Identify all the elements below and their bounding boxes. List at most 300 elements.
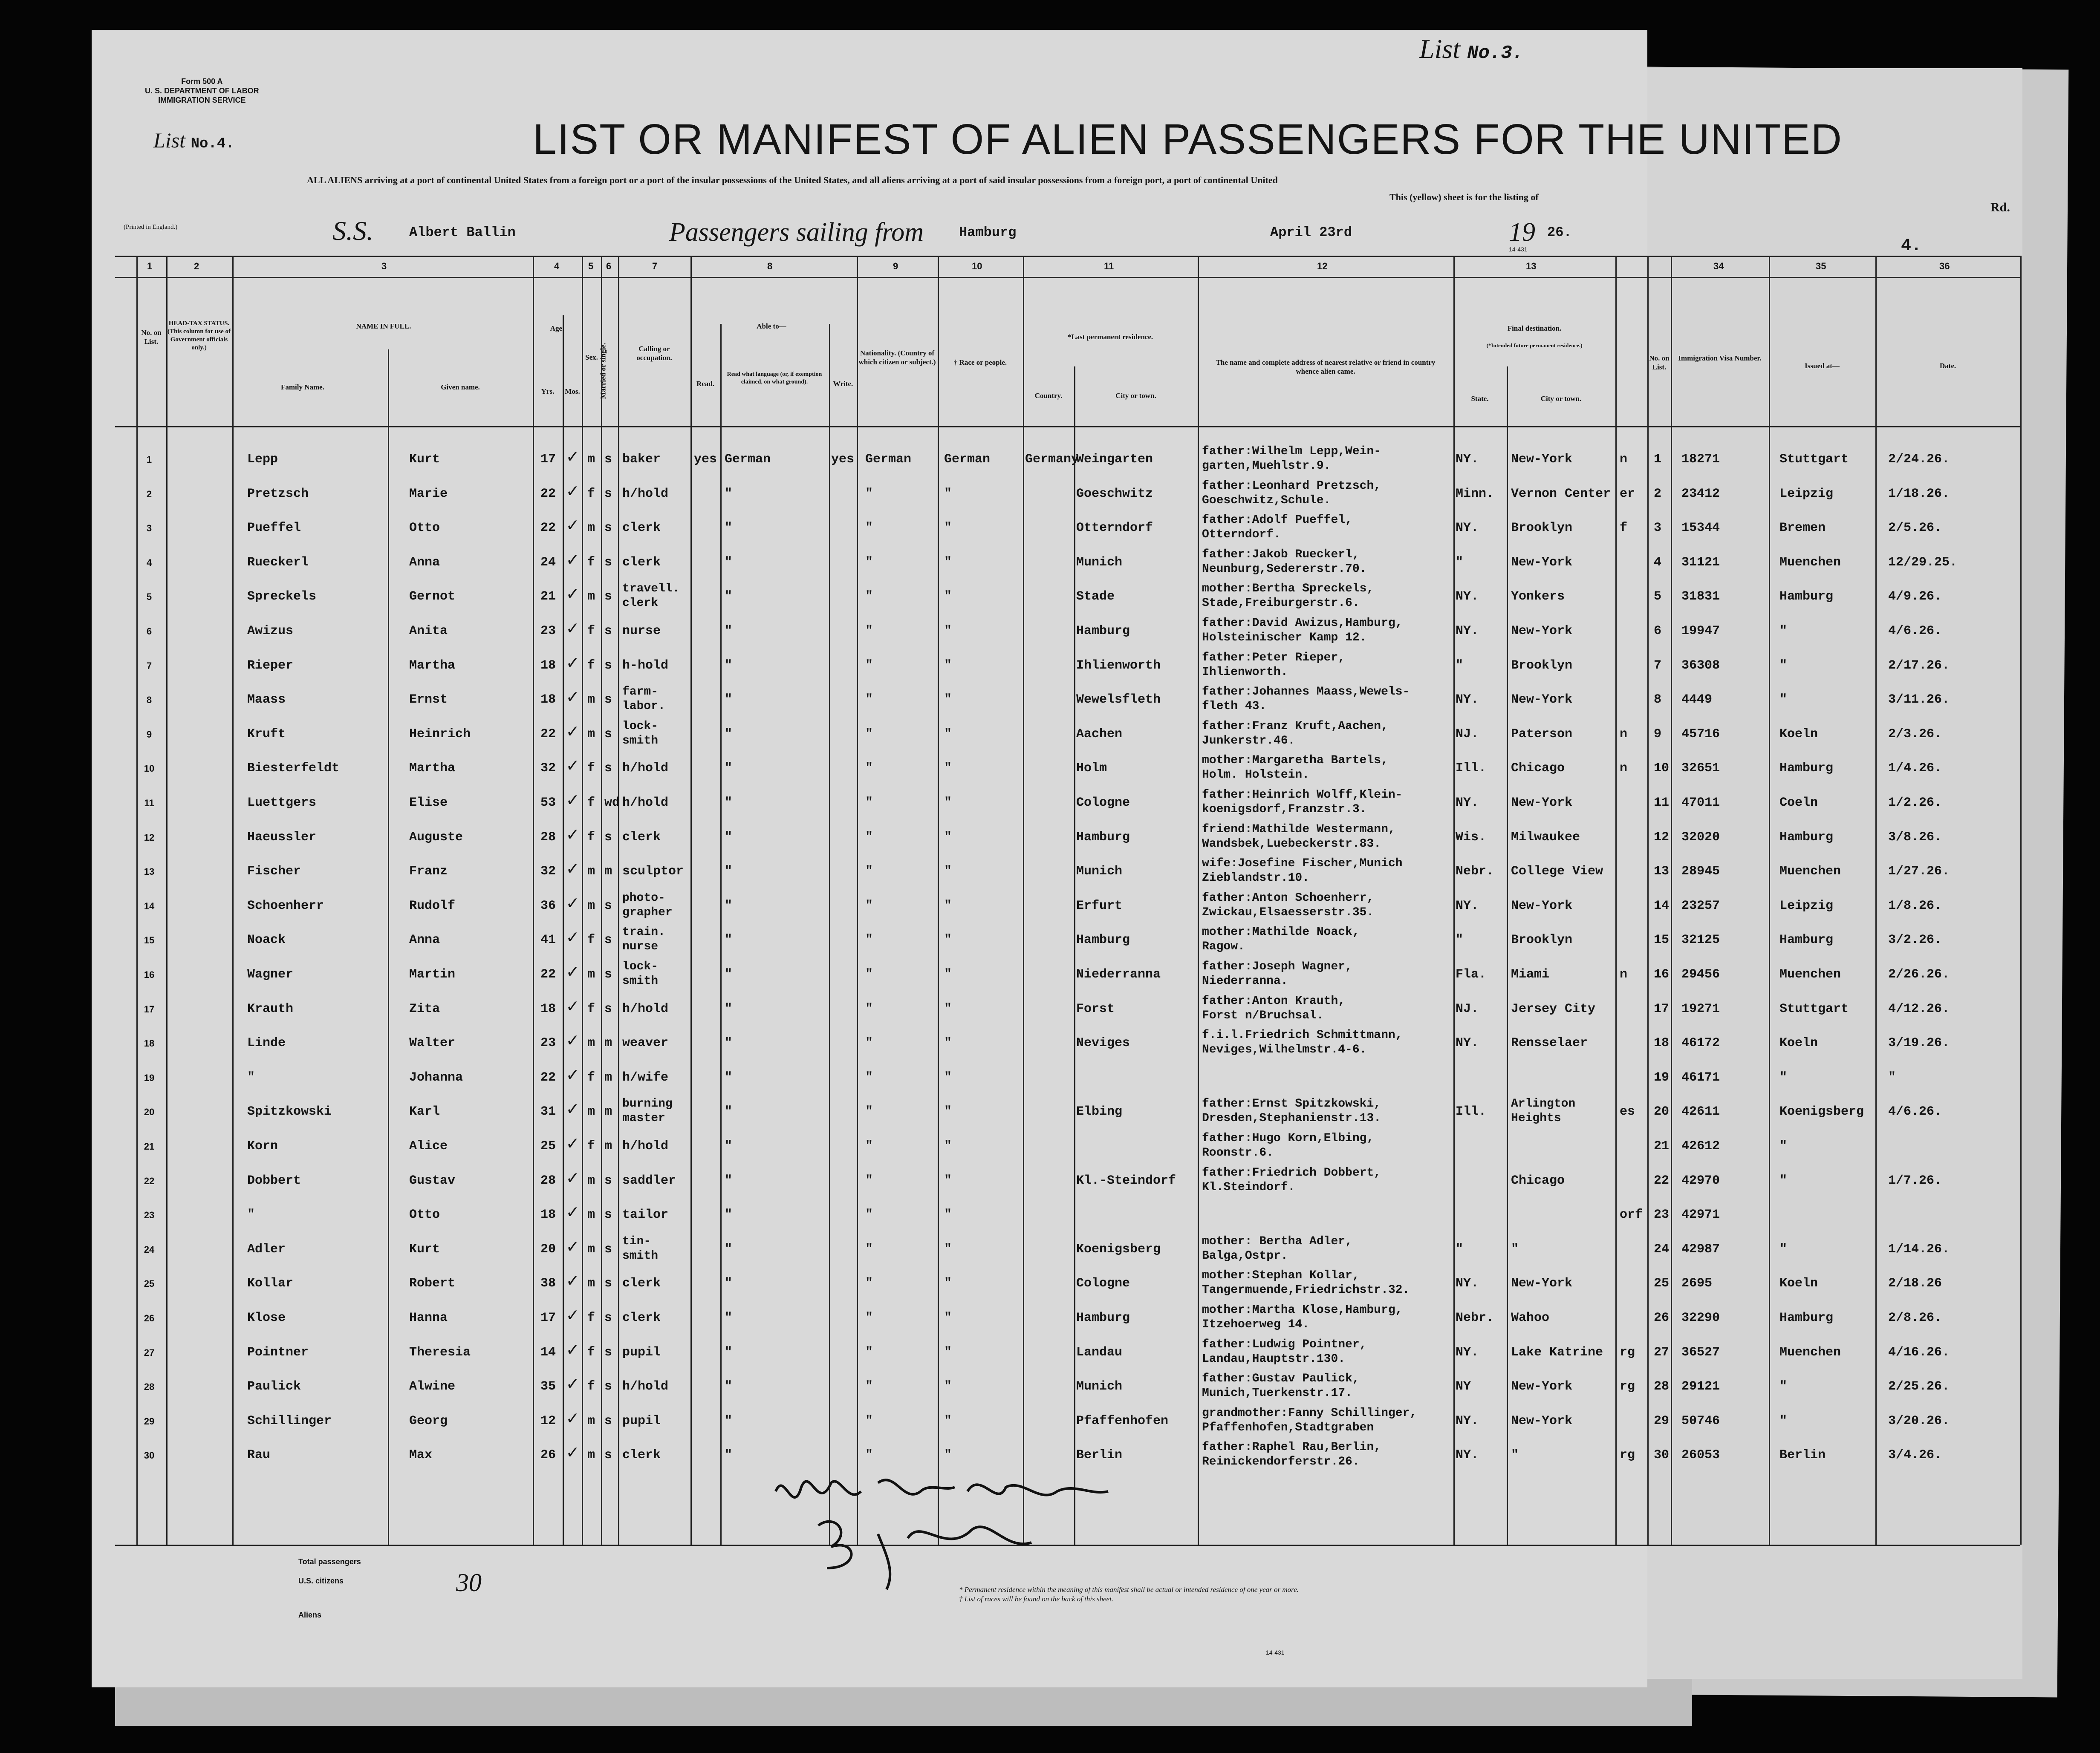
- cell-relative: father:Heinrich Wolff,Klein-: [1202, 788, 1403, 802]
- footer-aliens: Aliens: [298, 1611, 322, 1619]
- cell-state: NY.: [1456, 796, 1479, 810]
- cell-nat: ": [865, 1242, 873, 1257]
- cell-visa: 19271: [1681, 1002, 1720, 1016]
- cell-race: ": [944, 1276, 952, 1291]
- cell-visa: 19947: [1681, 624, 1720, 638]
- cell-visa: 29121: [1681, 1379, 1720, 1394]
- cell-no2: 8: [1654, 692, 1662, 707]
- cell-family: Maass: [247, 692, 286, 707]
- year-prefix: 19: [1509, 218, 1535, 247]
- cell-ms: s: [604, 830, 612, 845]
- cell-no2: 2: [1654, 487, 1662, 501]
- cell-race: ": [944, 1208, 952, 1222]
- cell-no2: 26: [1654, 1311, 1670, 1325]
- cell-date: 1/14.26.: [1888, 1242, 1950, 1257]
- grid-line: [829, 324, 830, 1545]
- cell-race: ": [944, 1173, 952, 1188]
- row-number: 10: [144, 763, 155, 774]
- cell-given: Johanna: [409, 1070, 463, 1085]
- cell-race: ": [944, 1414, 952, 1428]
- cell-city: Chicago: [1511, 761, 1565, 776]
- cell-date: 1/8.26.: [1888, 899, 1942, 913]
- cell-family: Rieper: [247, 658, 294, 673]
- cell-town: Weingarten: [1076, 452, 1153, 467]
- cell-relative-address: Ihlienworth.: [1202, 666, 1288, 679]
- cell-city: New-York: [1511, 1379, 1573, 1394]
- cell-nat: ": [865, 589, 873, 604]
- cell-date: 3/2.26.: [1888, 933, 1942, 947]
- cell-ms: s: [604, 624, 612, 638]
- row-number: 21: [144, 1141, 155, 1152]
- cell-state: Ill.: [1456, 1104, 1487, 1119]
- grid-line: [938, 256, 939, 1545]
- cell-no2: 21: [1654, 1139, 1670, 1153]
- header-read: Read.: [696, 380, 715, 388]
- cell-calling: h/hold: [622, 796, 669, 810]
- cell-ms: wd: [604, 796, 620, 810]
- cell-family: Rueckerl: [247, 555, 309, 570]
- cell-state: NY.: [1456, 899, 1479, 913]
- cell-relative: mother:Bertha Spreckels,: [1202, 582, 1374, 595]
- checkmark-icon: ✓: [567, 1374, 578, 1395]
- cell-sex: f: [587, 487, 595, 501]
- cell-sex: f: [587, 1002, 595, 1016]
- cell-calling: clerk: [622, 1448, 661, 1462]
- cell-nat: ": [865, 727, 873, 741]
- cell-calling: h/hold: [622, 1139, 669, 1153]
- cell-sex: m: [587, 692, 595, 707]
- cell-issued: Hamburg: [1779, 589, 1834, 604]
- cell-city: Brooklyn: [1511, 658, 1573, 673]
- cell-sex: m: [587, 1036, 595, 1050]
- cell-issued: Coeln: [1779, 796, 1818, 810]
- cell-city: New-York: [1511, 1276, 1573, 1291]
- grid-line: [1875, 256, 1877, 1545]
- checkmark-icon: ✓: [567, 928, 578, 949]
- cell-visa: 46172: [1681, 1036, 1720, 1050]
- cell-state: Minn.: [1456, 487, 1494, 501]
- edge-mark: orf: [1620, 1208, 1643, 1222]
- cell-yrs: 31: [540, 1104, 556, 1119]
- grid-line: [563, 315, 564, 1545]
- cell-race: ": [944, 1002, 952, 1016]
- cell-family: Rau: [247, 1448, 271, 1462]
- cell-date: 4/12.26.: [1888, 1002, 1950, 1016]
- cell-race: ": [944, 692, 952, 707]
- cell-calling: clerk: [622, 521, 661, 535]
- cell-race: ": [944, 624, 952, 638]
- cell-nat: ": [865, 761, 873, 776]
- cell-relative-address: Zwickau,Elsaesserstr.35.: [1202, 906, 1374, 919]
- cell-calling: clerk: [622, 830, 661, 845]
- cell-town: Niederranna: [1076, 967, 1161, 982]
- cell-issued: Muenchen: [1779, 967, 1841, 982]
- cell-relative: father:Jakob Rueckerl,: [1202, 548, 1360, 561]
- row-number: 18: [144, 1038, 155, 1049]
- cell-visa: 2695: [1681, 1276, 1713, 1291]
- cell-calling: lock-: [622, 720, 659, 733]
- ss-label: S.S.: [332, 216, 373, 246]
- col-number: 36: [1939, 261, 1950, 271]
- cell-lang: ": [725, 1036, 733, 1050]
- cell-ms: s: [604, 521, 612, 535]
- cell-calling-2: master: [622, 1112, 665, 1125]
- cell-nat: ": [865, 658, 873, 673]
- ship-name: Albert Ballin: [409, 225, 516, 240]
- cell-no2: 3: [1654, 521, 1662, 535]
- grid-line: [582, 256, 583, 1545]
- cell-city: Milwaukee: [1511, 830, 1580, 845]
- grid-line: [601, 256, 602, 1545]
- cell-relative: father:Johannes Maass,Wewels-: [1202, 685, 1410, 698]
- cell-visa: 42971: [1681, 1208, 1720, 1222]
- cell-calling: sculptor: [622, 864, 684, 879]
- header-form-code: 14-431: [1509, 246, 1528, 253]
- cell-given: Martin: [409, 967, 456, 982]
- cell-yrs: 25: [540, 1139, 556, 1153]
- cell-given: Anna: [409, 555, 440, 570]
- cell-lang: ": [725, 1173, 733, 1188]
- cell-sex: m: [587, 1414, 595, 1428]
- cell-relative: friend:Mathilde Westermann,: [1202, 823, 1395, 836]
- checkmark-icon: ✓: [567, 481, 578, 503]
- cell-race: ": [944, 658, 952, 673]
- cell-ms: s: [604, 1002, 612, 1016]
- row-number: 6: [146, 626, 152, 637]
- header-race: † Race or people.: [953, 358, 1007, 366]
- cell-given: Anita: [409, 624, 448, 638]
- cell-nat: ": [865, 521, 873, 535]
- total-count: 30: [456, 1568, 482, 1597]
- cell-sex: f: [587, 933, 595, 947]
- grid-line: [232, 256, 234, 1545]
- cell-date: 2/24.26.: [1888, 452, 1950, 467]
- cell-given: Auguste: [409, 830, 463, 845]
- cell-lang: ": [725, 727, 733, 741]
- row-number: 29: [144, 1416, 155, 1427]
- cell-date: 4/6.26.: [1888, 1104, 1942, 1119]
- cell-sex: m: [587, 899, 595, 913]
- cell-state: NY: [1456, 1379, 1471, 1394]
- form-number: Form 500 A U. S. DEPARTMENT OF LABOR IMMIGRATION SERVICE: [145, 77, 259, 104]
- cell-city: New-York: [1511, 796, 1573, 810]
- cell-lang: ": [725, 796, 733, 810]
- cell-ms: s: [604, 487, 612, 501]
- cell-calling-2: grapher: [622, 906, 673, 919]
- cell-nat: ": [865, 1036, 873, 1050]
- cell-lang: ": [725, 1379, 733, 1394]
- cell-visa: 23412: [1681, 487, 1720, 501]
- cell-issued: Stuttgart: [1779, 1002, 1849, 1016]
- cell-city: Jersey City: [1511, 1002, 1596, 1016]
- sailing-label: Passengers sailing from: [669, 218, 924, 247]
- cell-state: NY.: [1456, 1345, 1479, 1360]
- cell-given: Zita: [409, 1002, 440, 1016]
- cell-issued: ": [1779, 1379, 1788, 1394]
- cell-date: ": [1888, 1070, 1896, 1085]
- cell-given: Gernot: [409, 589, 456, 604]
- cell-lang: ": [725, 933, 733, 947]
- cell-yrs: 32: [540, 864, 556, 879]
- cell-family: Spreckels: [247, 589, 317, 604]
- page-title: LIST OR MANIFEST OF ALIEN PASSENGERS FOR THE UNITED: [533, 115, 1843, 163]
- cell-calling: travell.: [622, 582, 680, 595]
- cell-yrs: 53: [540, 796, 556, 810]
- header-name-in-full: NAME IN FULL.: [356, 322, 411, 330]
- cell-issued: Muenchen: [1779, 1345, 1841, 1360]
- cell-lang: ": [725, 1345, 733, 1360]
- cell-issued: Hamburg: [1779, 830, 1834, 845]
- cell-visa: 31831: [1681, 589, 1720, 604]
- cell-no2: 1: [1654, 452, 1662, 467]
- cell-given: Otto: [409, 521, 440, 535]
- cell-race: ": [944, 1139, 952, 1153]
- cell-lang: ": [725, 1070, 733, 1085]
- cell-yrs: 22: [540, 727, 556, 741]
- rd-label: Rd.: [1990, 200, 2010, 214]
- cell-country: Germany: [1025, 452, 1079, 467]
- checkmark-icon: ✓: [567, 1134, 578, 1155]
- cell-visa: 42611: [1681, 1104, 1720, 1119]
- cell-race: ": [944, 1036, 952, 1050]
- cell-given: Alwine: [409, 1379, 456, 1394]
- checkmark-icon: ✓: [567, 756, 578, 777]
- cell-state: NY.: [1456, 624, 1479, 638]
- cell-relative: mother: Bertha Adler,: [1202, 1235, 1352, 1248]
- row-number: 26: [144, 1313, 155, 1323]
- cell-issued: Koenigsberg: [1779, 1104, 1864, 1119]
- cell-sex: m: [587, 864, 595, 879]
- cell-issued: ": [1779, 624, 1788, 638]
- cell-relative-address: Junkerstr.46.: [1202, 734, 1295, 747]
- cell-lang: ": [725, 1002, 733, 1016]
- col-number: 9: [893, 261, 898, 271]
- cell-state: NY.: [1456, 1448, 1479, 1462]
- cell-relative: father:David Awizus,Hamburg,: [1202, 617, 1403, 630]
- header-country: Country.: [1034, 392, 1063, 400]
- footer-total: Total passengers: [298, 1557, 361, 1566]
- cell-town: Landau: [1076, 1345, 1123, 1360]
- checkmark-icon: ✓: [567, 1031, 578, 1052]
- cell-relative-address: fleth 43.: [1202, 700, 1267, 713]
- cell-given: Kurt: [409, 1242, 440, 1257]
- cell-town: Munich: [1076, 864, 1123, 879]
- cell-ms: m: [604, 864, 612, 879]
- cell-calling-2: smith: [622, 734, 659, 747]
- cell-relative: father:Wilhelm Lepp,Wein-: [1202, 445, 1381, 458]
- cell-sex: m: [587, 1104, 595, 1119]
- cell-calling: train.: [622, 926, 665, 939]
- cell-lang: ": [725, 589, 733, 604]
- cell-no2: 12: [1654, 830, 1670, 845]
- cell-state: ": [1456, 1242, 1464, 1257]
- cell-ms: m: [604, 1070, 612, 1085]
- cell-sex: m: [587, 1276, 595, 1291]
- row-number: 23: [144, 1210, 155, 1220]
- checkmark-icon: ✓: [567, 619, 578, 640]
- cell-race: ": [944, 830, 952, 845]
- cell-family: Adler: [247, 1242, 286, 1257]
- cell-given: Martha: [409, 658, 456, 673]
- cell-nat: ": [865, 692, 873, 707]
- checkmark-icon: ✓: [567, 550, 578, 571]
- cell-city: College View: [1511, 864, 1603, 879]
- edge-mark: n: [1620, 727, 1628, 741]
- cell-calling-2: nurse: [622, 940, 659, 953]
- cell-city: Chicago: [1511, 1173, 1565, 1188]
- cell-given: Franz: [409, 864, 448, 879]
- cell-relative: grandmother:Fanny Schillinger,: [1202, 1407, 1417, 1420]
- checkmark-icon: ✓: [567, 790, 578, 812]
- row-number: 28: [144, 1381, 155, 1392]
- cell-issued: Stuttgart: [1779, 452, 1849, 467]
- cell-lang: ": [725, 1242, 733, 1257]
- cell-family: Haeussler: [247, 830, 317, 845]
- cell-city-2: Heights: [1511, 1112, 1561, 1125]
- row-number: 27: [144, 1347, 155, 1358]
- cell-family: Kruft: [247, 727, 286, 741]
- cell-city: Arlington: [1511, 1097, 1576, 1110]
- cell-state: NY.: [1456, 1036, 1479, 1050]
- cell-family: Pointner: [247, 1345, 309, 1360]
- cell-given: Ernst: [409, 692, 448, 707]
- grid-line: [720, 324, 722, 1545]
- cell-sex: f: [587, 830, 595, 845]
- cell-calling: farm-: [622, 685, 659, 698]
- checkmark-icon: ✓: [567, 687, 578, 709]
- checkmark-icon: ✓: [567, 653, 578, 675]
- cell-town: Koenigsberg: [1076, 1242, 1161, 1257]
- cell-race: ": [944, 796, 952, 810]
- cell-state: NY.: [1456, 692, 1479, 707]
- cell-given: Otto: [409, 1208, 440, 1222]
- cell-relative-address: Wandsbek,Luebeckerstr.83.: [1202, 837, 1381, 851]
- list-number-top: List No.3.: [1419, 34, 1524, 64]
- cell-relative: father:Joseph Wagner,: [1202, 960, 1352, 973]
- cell-relative-address: Holm. Holstein.: [1202, 768, 1310, 781]
- cell-relative-address: Balga,Ostpr.: [1202, 1249, 1288, 1263]
- cell-no2: 19: [1654, 1070, 1670, 1085]
- cell-date: 2/17.26.: [1888, 658, 1950, 673]
- cell-family: Lepp: [247, 452, 278, 467]
- cell-lang: ": [725, 1104, 733, 1119]
- cell-calling: h/hold: [622, 1002, 669, 1016]
- cell-nat: ": [865, 1448, 873, 1462]
- cell-given: Gustav: [409, 1173, 456, 1188]
- cell-sex: f: [587, 1379, 595, 1394]
- row-number: 3: [146, 523, 152, 533]
- cell-city: Brooklyn: [1511, 521, 1573, 535]
- cell-calling: lock-: [622, 960, 659, 973]
- page-mark: 4.: [1901, 236, 1922, 256]
- cell-relative: father:Peter Rieper,: [1202, 651, 1346, 664]
- checkmark-icon: ✓: [567, 516, 578, 537]
- year-suffix: 26.: [1547, 225, 1572, 240]
- cell-lang: ": [725, 658, 733, 673]
- cell-relative-address: Stade,Freiburgerstr.6.: [1202, 597, 1360, 610]
- cell-state: ": [1456, 658, 1464, 673]
- cell-town: Aachen: [1076, 727, 1123, 741]
- cell-nat: ": [865, 1311, 873, 1325]
- row-number: 4: [146, 557, 152, 568]
- cell-ms: s: [604, 1208, 612, 1222]
- header-given-name: Given name.: [441, 383, 480, 391]
- cell-nat: ": [865, 487, 873, 501]
- cell-race: ": [944, 933, 952, 947]
- cell-ms: s: [604, 761, 612, 776]
- cell-date: 2/5.26.: [1888, 521, 1942, 535]
- checkmark-icon: ✓: [567, 584, 578, 605]
- cell-calling: h/hold: [622, 761, 669, 776]
- cell-calling: h/hold: [622, 1379, 669, 1394]
- edge-mark: er: [1620, 487, 1635, 501]
- header-intended: (*Intended future permanent residence.): [1486, 342, 1583, 349]
- cell-date: 12/29.25.: [1888, 555, 1958, 570]
- cell-town: Elbing: [1076, 1104, 1123, 1119]
- cell-family: Noack: [247, 933, 286, 947]
- sailing-date: April 23rd: [1270, 225, 1352, 240]
- edge-mark: f: [1620, 521, 1628, 535]
- cell-yrs: 41: [540, 933, 556, 947]
- ship-line: [332, 215, 1611, 253]
- row-number: 12: [144, 832, 155, 843]
- cell-given: Hanna: [409, 1311, 448, 1325]
- row-number: 11: [144, 798, 154, 808]
- cell-state: NY.: [1456, 589, 1479, 604]
- header-last-residence: *Last permanent residence.: [1067, 333, 1153, 341]
- cell-no2: 24: [1654, 1242, 1670, 1257]
- cell-visa: 4449: [1681, 692, 1713, 707]
- cell-given: Robert: [409, 1276, 456, 1291]
- checkmark-icon: ✓: [567, 962, 578, 983]
- cell-family: ": [247, 1070, 255, 1085]
- cell-given: Karl: [409, 1104, 440, 1119]
- cell-lang: ": [725, 1311, 733, 1325]
- row-number: 1: [146, 454, 152, 465]
- cell-nat: ": [865, 1276, 873, 1291]
- grid-line: [690, 256, 692, 1545]
- cell-town: Hamburg: [1076, 933, 1130, 947]
- cell-relative-address: Neunburg,Sedererstr.70.: [1202, 562, 1367, 576]
- cell-family: Pretzsch: [247, 487, 309, 501]
- cell-relative: mother:Stephan Kollar,: [1202, 1269, 1360, 1282]
- cell-calling: burning: [622, 1097, 673, 1110]
- cell-nat: ": [865, 864, 873, 879]
- cell-race: ": [944, 1311, 952, 1325]
- cell-town: Forst: [1076, 1002, 1115, 1016]
- row-number: 5: [146, 591, 152, 602]
- cell-nat: ": [865, 1070, 873, 1085]
- cell-city: New-York: [1511, 555, 1573, 570]
- grid-line: [1507, 366, 1508, 1545]
- footnotes: * Permanent residence within the meaning of this manifest shall be actual or intended residence of one year or more. † List of races will be found on the back of this sheet.: [959, 1586, 1299, 1603]
- cell-ms: s: [604, 555, 612, 570]
- cell-no2: 5: [1654, 589, 1662, 604]
- cell-date: 2/8.26.: [1888, 1311, 1942, 1325]
- cell-race: ": [944, 899, 952, 913]
- checkmark-icon: ✓: [567, 1099, 578, 1121]
- edge-mark: n: [1620, 967, 1628, 982]
- cell-issued: Leipzig: [1779, 487, 1834, 501]
- cell-relative-address: Forst n/Bruchsal.: [1202, 1009, 1324, 1022]
- cell-given: Alice: [409, 1139, 448, 1153]
- checkmark-icon: ✓: [567, 825, 578, 846]
- cell-relative-address: Holsteinischer Kamp 12.: [1202, 631, 1367, 644]
- cell-lang: ": [725, 864, 733, 879]
- cell-sex: m: [587, 1173, 595, 1188]
- cell-given: Marie: [409, 487, 448, 501]
- cell-calling: saddler: [622, 1173, 676, 1188]
